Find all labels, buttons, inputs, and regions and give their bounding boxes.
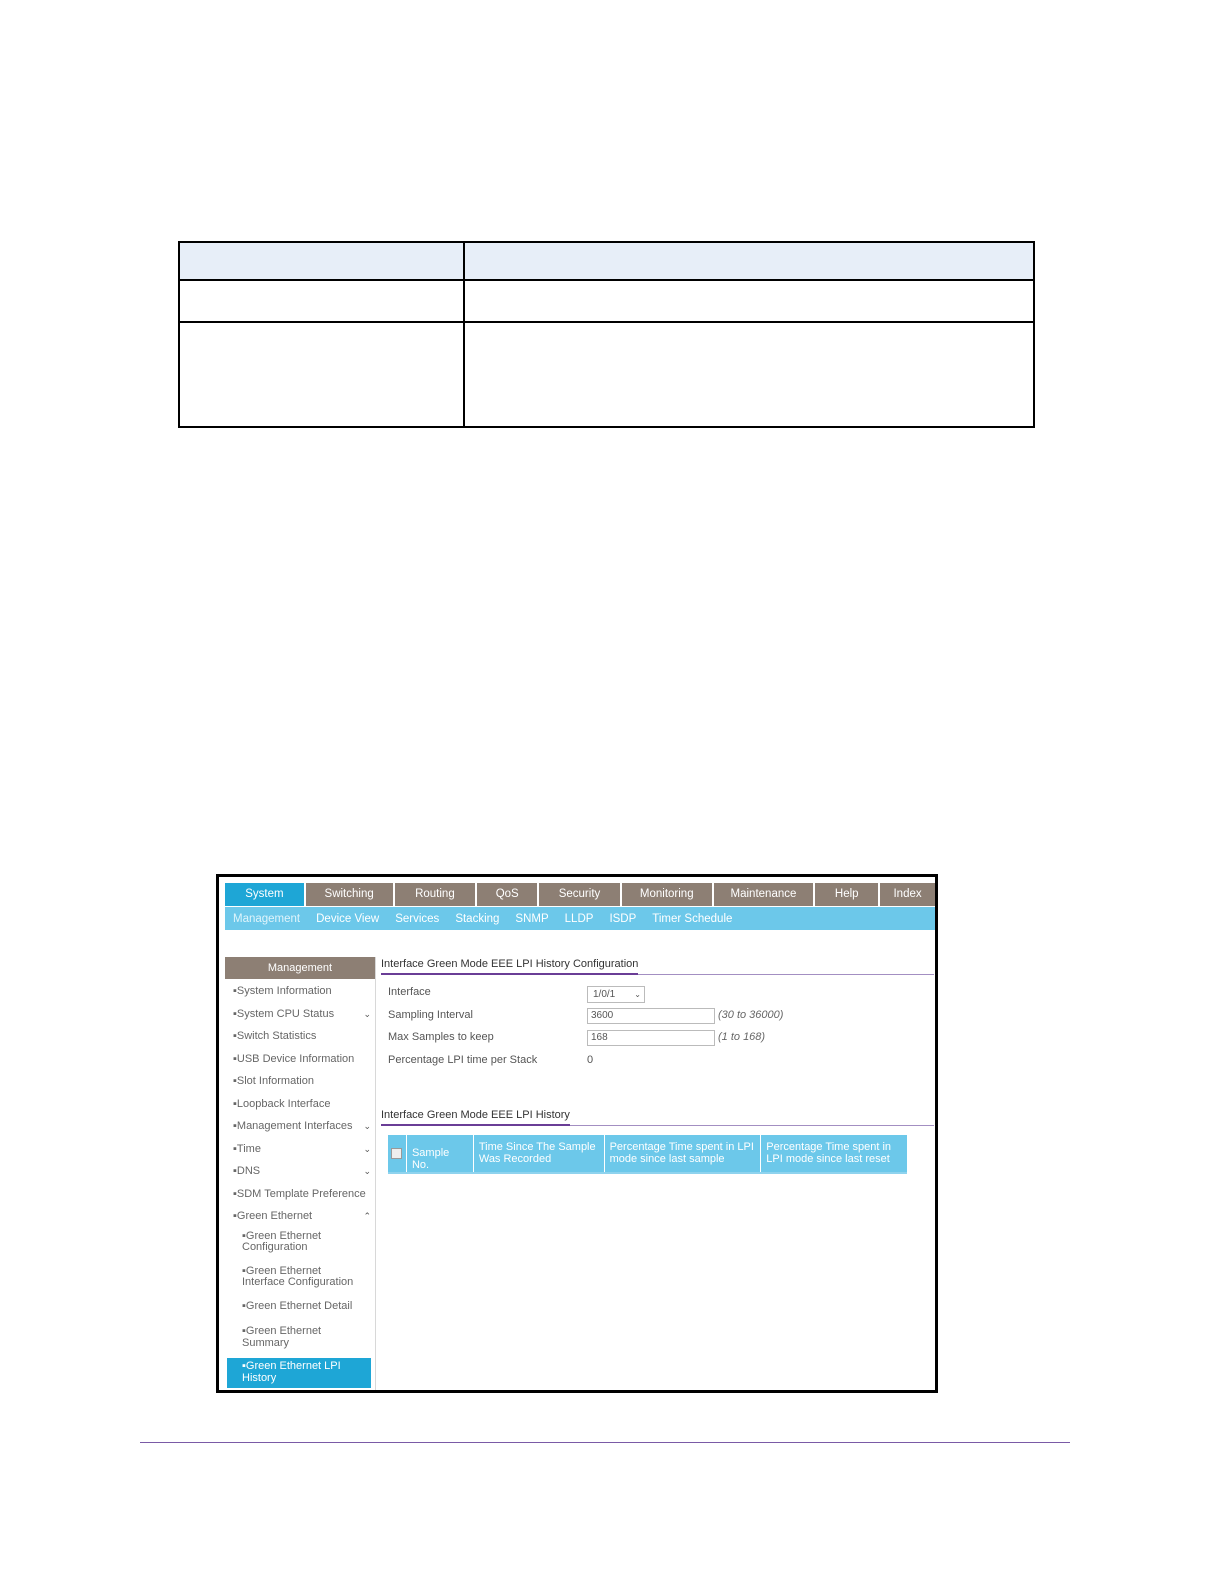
sidebar-item-time[interactable]: ▪Time ⌄	[225, 1138, 375, 1161]
history-section-title-text: Interface Green Mode EEE LPI History	[381, 1108, 570, 1126]
select-all-checkbox[interactable]	[388, 1135, 407, 1172]
max-samples-hint: (1 to 168)	[718, 1031, 766, 1043]
history-table-header	[388, 1135, 907, 1174]
sidebar-item-green-ethernet[interactable]: ▪Green Ethernet ⌃	[225, 1205, 375, 1228]
doc-table-row	[179, 322, 1034, 427]
column-sample-no: Sample No.	[407, 1135, 474, 1172]
tab-monitoring[interactable]: Monitoring	[622, 883, 712, 906]
sidebar-item-label: Green Ethernet Summary	[242, 1325, 322, 1349]
sidebar-subitem-green-ethernet-summary[interactable]: ▪Green Ethernet Summary	[242, 1325, 322, 1349]
sidebar-item-system-information[interactable]: ▪System Information	[233, 985, 332, 997]
ui-screenshot	[216, 874, 938, 1393]
sidebar-item-system-cpu-status[interactable]: ▪System CPU Status ⌄	[225, 1003, 375, 1026]
subtab-management[interactable]: Management	[233, 912, 301, 925]
sidebar-item-dns[interactable]: ▪DNS ⌄	[225, 1160, 375, 1183]
tab-security[interactable]: Security	[539, 883, 620, 906]
doc-table-cell	[464, 242, 1034, 280]
tab-routing[interactable]: Routing	[395, 883, 476, 906]
doc-table-cell	[464, 280, 1034, 322]
sidebar-item-label: Time	[236, 1142, 261, 1155]
sidebar-item-label: Green Ethernet Detail	[245, 1299, 353, 1312]
sidebar-item-label: USB Device Information	[236, 1052, 355, 1065]
chevron-down-icon[interactable]: ⌄	[363, 1008, 371, 1019]
max-samples-label: Max Samples to keep	[388, 1031, 494, 1043]
sidebar-subitem-green-ethernet-interface-configuration[interactable]: ▪Green Ethernet Interface Configuration	[242, 1264, 354, 1288]
sidebar-subitem-green-ethernet-detail[interactable]: ▪Green Ethernet Detail	[242, 1299, 353, 1312]
sidebar-item-usb-device-information[interactable]: ▪USB Device Information	[233, 1052, 355, 1065]
doc-table	[178, 241, 1035, 428]
doc-table-cell	[464, 322, 1034, 427]
doc-table-cell	[179, 242, 464, 280]
sidebar-item-loopback-interface[interactable]: ▪Loopback Interface	[233, 1097, 331, 1110]
percentage-lpi-value: 0	[587, 1054, 594, 1066]
doc-table-cell	[179, 322, 464, 427]
subtab-isdp[interactable]: ISDP	[609, 912, 637, 925]
tab-maintenance[interactable]: Maintenance	[714, 883, 814, 906]
sidebar-item-label: SDM Template Preference	[236, 1187, 366, 1200]
sidebar-subitem-green-ethernet-configuration[interactable]: ▪Green Ethernet Configuration	[242, 1229, 322, 1253]
sidebar-item-label: DNS	[236, 1165, 261, 1177]
max-samples-input[interactable]: 168	[587, 1030, 715, 1046]
footer-divider	[140, 1442, 1070, 1443]
tab-system[interactable]: System	[225, 883, 304, 906]
checkbox-icon	[391, 1148, 402, 1159]
chevron-up-icon[interactable]: ⌃	[363, 1211, 371, 1221]
sampling-interval-input[interactable]: 3600	[587, 1008, 715, 1024]
sidebar-item-switch-statistics[interactable]: ▪Switch Statistics	[233, 1030, 317, 1042]
sidebar-subitem-green-ethernet-lpi-history[interactable]: ▪Green Ethernet LPI History	[227, 1358, 371, 1388]
column-pct-since-last-reset: Percentage Time spent in LPI mode since last reset	[766, 1141, 892, 1165]
chevron-down-icon[interactable]: ⌄	[363, 1143, 371, 1154]
tab-index[interactable]: Index	[880, 883, 935, 906]
sampling-interval-label: Sampling Interval	[388, 1009, 473, 1021]
percentage-lpi-label: Percentage LPI time per Stack	[388, 1054, 538, 1066]
sidebar-item-label: System CPU Status	[236, 1007, 335, 1020]
doc-table-header-row	[179, 242, 1034, 280]
sidebar-heading: Management	[225, 957, 375, 979]
sidebar-item-label: Switch Statistics	[236, 1030, 317, 1042]
sidebar-item-label: Green Ethernet LPI History	[242, 1360, 341, 1384]
doc-table-cell	[179, 280, 464, 322]
sidebar-item-label: Green Ethernet	[236, 1210, 313, 1222]
history-section-title	[381, 1108, 934, 1126]
subtab-lldp[interactable]: LLDP	[564, 912, 594, 925]
sidebar-item-management-interfaces[interactable]: ▪Management Interfaces ⌄	[225, 1115, 375, 1138]
config-section-title	[381, 957, 934, 975]
top-nav	[225, 883, 935, 906]
column-time-since-sample: Time Since The Sample Was Recorded	[474, 1135, 605, 1172]
config-section-title-text: Interface Green Mode EEE LPI History Configuration	[381, 957, 638, 975]
doc-table-row	[179, 280, 1034, 322]
subtab-device-view[interactable]: Device View	[316, 912, 380, 925]
interface-select[interactable]	[587, 986, 645, 1003]
sidebar-item-label: System Information	[236, 985, 332, 997]
subtab-stacking[interactable]: Stacking	[455, 912, 500, 925]
sidebar-item-sdm-template-preference[interactable]: ▪SDM Template Preference	[233, 1187, 366, 1200]
sidebar-item-label: Green Ethernet Interface Configuration	[242, 1264, 354, 1288]
sidebar-item-label: Loopback Interface	[236, 1097, 331, 1110]
sub-nav	[225, 907, 935, 930]
subtab-timer-schedule[interactable]: Timer Schedule	[652, 912, 733, 925]
sidebar-item-slot-information[interactable]: ▪Slot Information	[233, 1075, 314, 1087]
sidebar-item-label: Slot Information	[236, 1075, 314, 1087]
sidebar	[225, 957, 376, 1390]
interface-select-value: 1/0/1	[593, 989, 616, 1000]
tab-qos[interactable]: QoS	[477, 883, 537, 906]
chevron-down-icon[interactable]: ⌄	[363, 1121, 371, 1131]
chevron-down-icon[interactable]: ⌄	[363, 1166, 371, 1176]
sidebar-item-label: Green Ethernet Configuration	[242, 1229, 322, 1253]
chevron-down-icon: ⌄	[634, 990, 641, 999]
tab-switching[interactable]: Switching	[306, 883, 393, 906]
sidebar-item-label: Management Interfaces	[236, 1120, 353, 1132]
column-pct-since-last-sample: Percentage Time spent in LPI mode since last sample	[605, 1135, 762, 1172]
tab-help[interactable]: Help	[815, 883, 878, 906]
interface-label: Interface	[388, 986, 431, 998]
main-content	[379, 957, 935, 1390]
sampling-interval-hint: (30 to 36000)	[718, 1009, 784, 1021]
subtab-snmp[interactable]: SNMP	[515, 912, 549, 925]
subtab-services[interactable]: Services	[395, 912, 440, 925]
